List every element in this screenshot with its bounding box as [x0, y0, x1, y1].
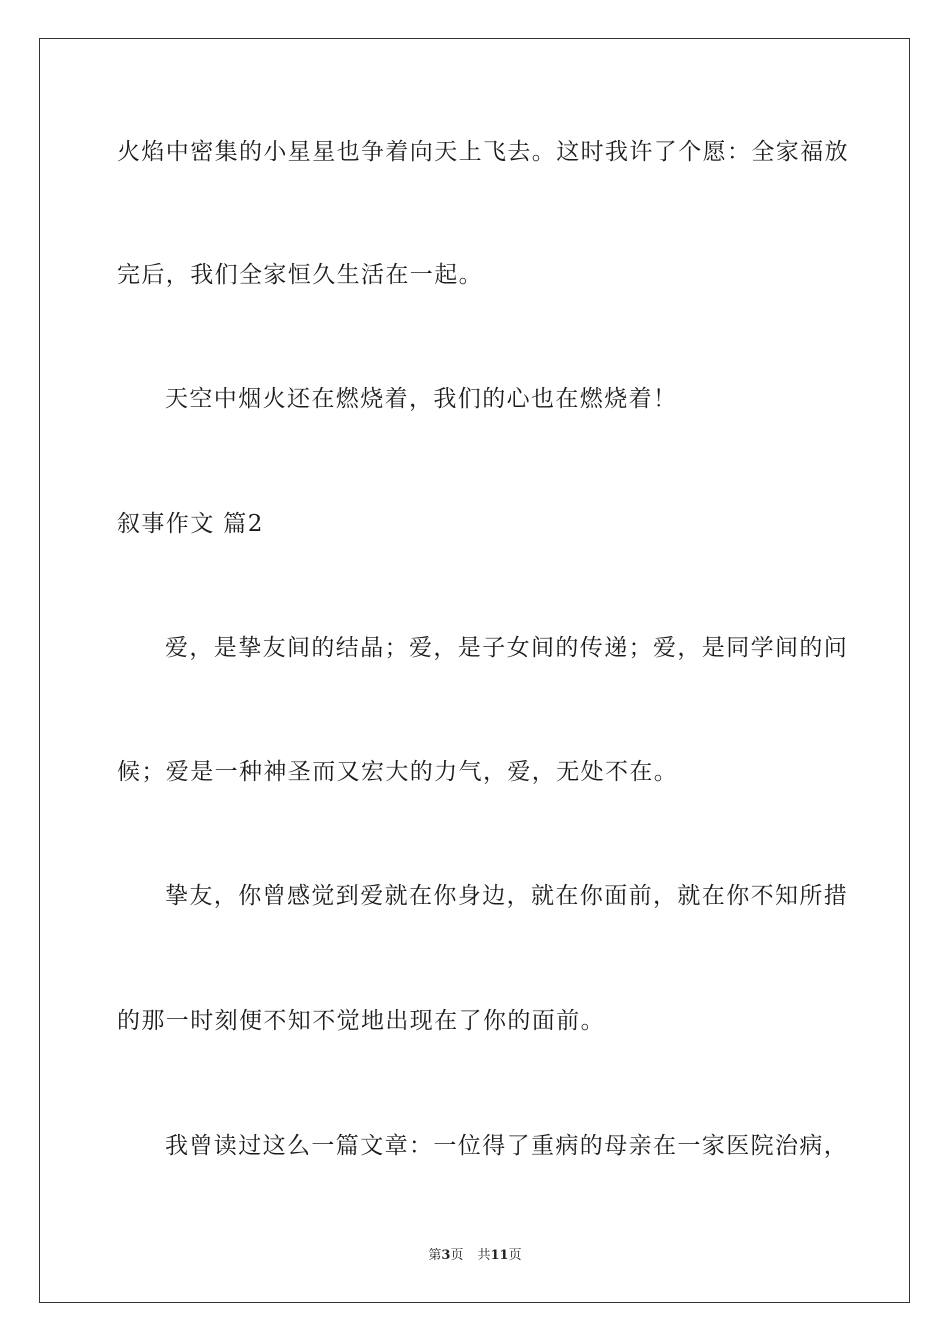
- total-suffix: 页: [508, 1248, 522, 1263]
- text-line-5: 爱，是挚友间的结晶；爱，是子女间的传递；爱，是同学间的问: [165, 635, 849, 661]
- current-page-number: 3: [441, 1248, 451, 1263]
- text-line-1: 火焰中密集的小星星也争着向天上飞去。这时我许了个愿：全家福放: [117, 139, 849, 165]
- text-line-2: 完后，我们全家恒久生活在一起。: [117, 262, 483, 288]
- page-suffix: 页: [450, 1248, 464, 1263]
- text-line-6: 候；爱是一种神圣而又宏大的力气，爱，无处不在。: [117, 759, 679, 785]
- text-line-3: 天空中烟火还在燃烧着，我们的心也在燃烧着！: [165, 386, 678, 412]
- total-page-number: 11: [490, 1248, 509, 1263]
- page-footer: [0, 1247, 950, 1265]
- page-prefix: 第: [428, 1248, 442, 1263]
- text-line-7: 挚友，你曾感觉到爱就在你身边，就在你面前，就在你不知所措: [165, 883, 849, 909]
- total-prefix: 共: [477, 1248, 491, 1263]
- text-line-9: 我曾读过这么一篇文章：一位得了重病的母亲在一家医院治病，: [165, 1133, 849, 1159]
- text-line-8: 的那一时刻便不知不觉地出现在了你的面前。: [117, 1008, 605, 1034]
- section-heading: 叙事作文 篇2: [117, 511, 264, 537]
- page-border: [39, 38, 910, 1303]
